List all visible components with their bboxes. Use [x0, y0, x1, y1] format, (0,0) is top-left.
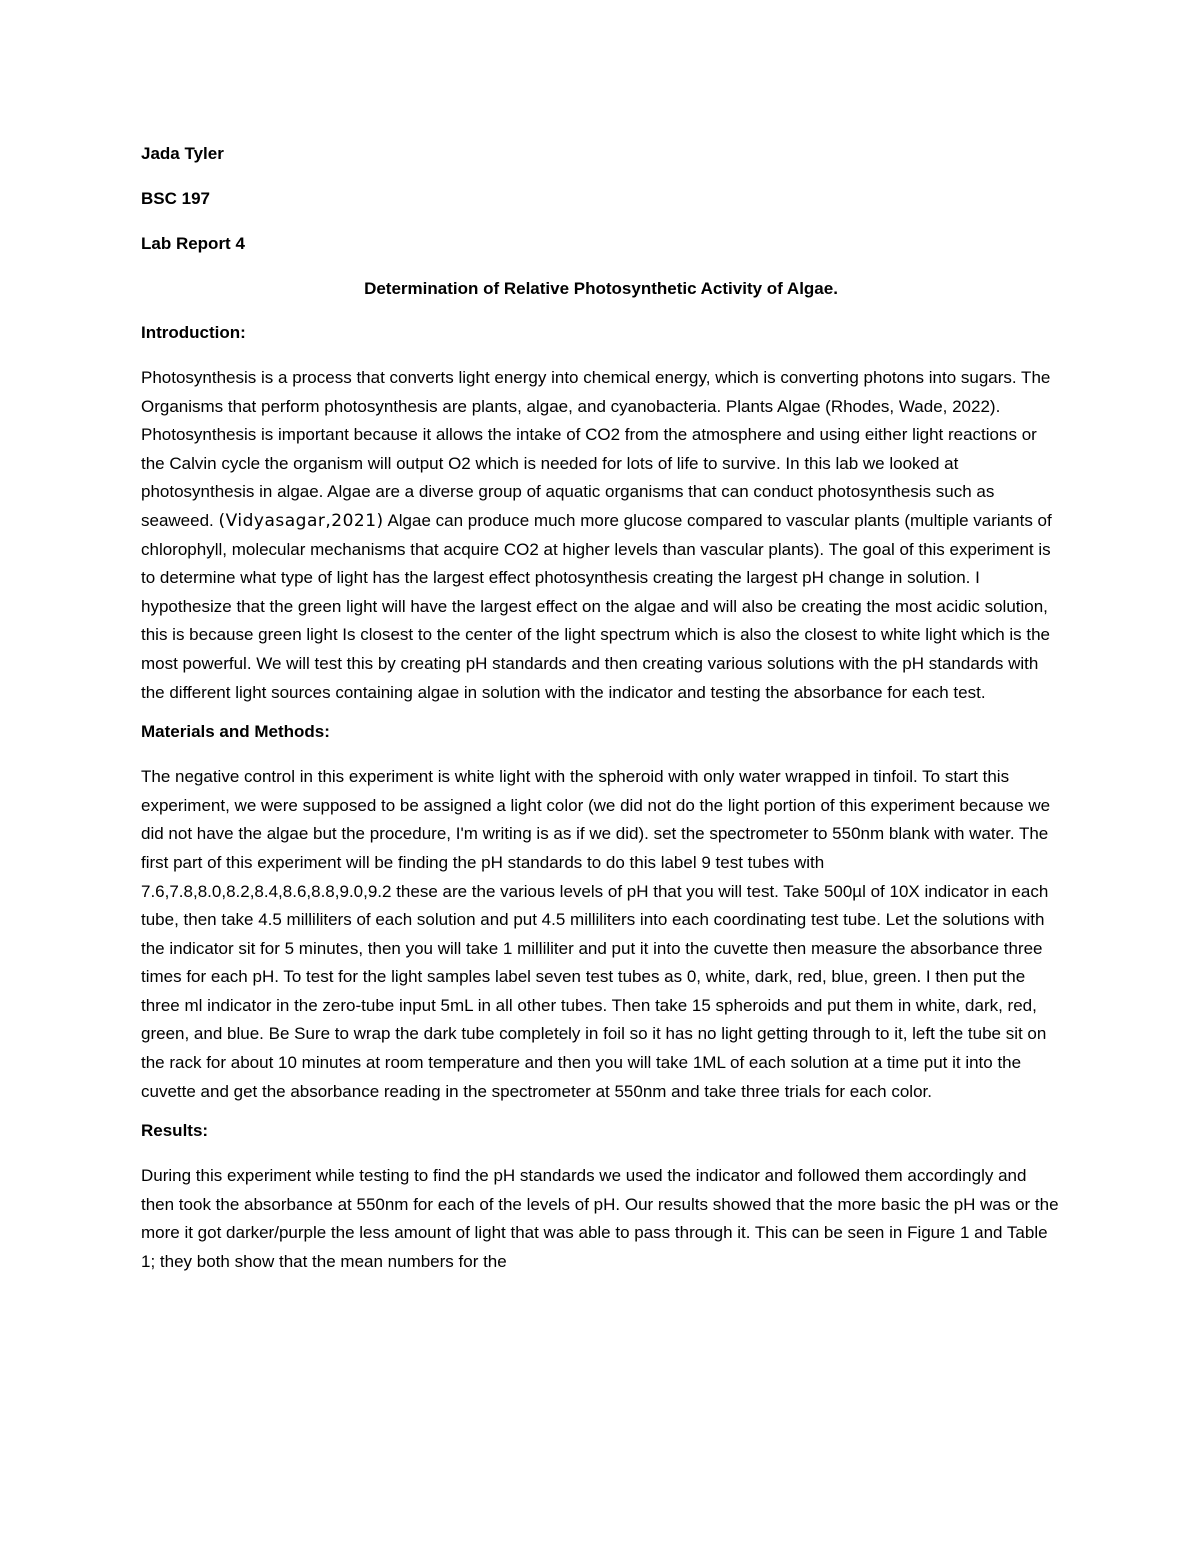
introduction-citation: (Vidyasagar,2021) — [218, 510, 384, 531]
document-title: Determination of Relative Photosynthetic Activity of Algae. — [364, 279, 838, 298]
introduction-paragraph — [141, 364, 1061, 707]
introduction-heading: Introduction: — [141, 323, 246, 342]
materials-methods-paragraph: The negative control in this experiment is white light with the spheroid with only water wrapped in tinfoil. To start this experiment, we were supposed to be assigned a light color (we did not do the light portion of this experiment because we did not have the algae but the procedure, I'm writing is as if we did). set the spectrometer to 550nm blank with water. The first part of this experiment will be finding the pH standards to do this label 9 test tubes with 7.6,7.8,8.0,8.2,8.4,8.6,8.8,9.0,9.2 these are the various levels of pH that you will test. Take 500µl of 10X indicator in each tube, then take 4.5 milliliters of each solution and put 4.5 milliliters into each coordinating test tube. Let the solutions with the indicator sit for 5 minutes, then you will take 1 milliliter and put it into the cuvette then measure the absorbance three times for each pH. To test for the light samples label seven test tubes as 0, white, dark, red, blue, green. I then put the three ml indicator in the zero-tube input 5mL in all other tubes. Then take 15 spheroids and put them in white, dark, red, green, and blue. Be Sure to wrap the dark tube completely in foil so it has no light getting through to it, left the tube sit on the rack for about 10 minutes at room temperature and then you will take 1ML of each solution at a time put it into the cuvette and get the absorbance reading in the spectrometer at 550nm and take three trials for each color. — [141, 767, 1051, 1101]
document-body — [141, 143, 1061, 1291]
results-paragraph: During this experiment while testing to find the pH standards we used the indicator and followed them accordingly and then took the absorbance at 550nm for each of the levels of pH. Our results showed that the more basic the pH was or the more it got darker/purple the less amount of light that was able to pass through it. This can be seen in Figure 1 and Table 1; they both show that the mean numbers for the — [141, 1166, 1059, 1272]
introduction-text-part-1: Photosynthesis is a process that converts light energy into chemical energy, which is converting photons into sugars. The Organisms that perform photosynthesis are plants, algae, and cyanobacteria. Plants Algae (Rhodes, Wade, 2022). Photosynthesis is important because it allows the intake of CO2 from the atmosphere and using either light reactions or the Calvin cycle the organism will output O2 which is needed for lots of life to survive. In this lab we looked at photosynthesis in algae. Algae are a diverse group of aquatic organisms that can conduct photosynthesis such as seaweed. — [141, 368, 1051, 530]
author-name: Jada Tyler — [141, 144, 224, 163]
materials-methods-heading: Materials and Methods: — [141, 722, 330, 742]
course-code: BSC 197 — [141, 189, 210, 208]
report-label: Lab Report 4 — [141, 234, 245, 253]
results-heading: Results: — [141, 1121, 209, 1141]
introduction-text-part-2: Algae can produce much more glucose compared to vascular plants (multiple variants of chlorophyll, molecular mechanisms that acquire CO2 at higher levels than vascular plants). The goal of this experiment is to determine what type of light has the largest effect photosynthesis creating the largest pH change in solution. I hypothesize that the green light will have the largest effect on the algae and will also be creating the most acidic solution, this is because green light Is closest to the center of the light spectrum which is also the closest to white light which is the most powerful. We will test this by creating pH standards and then creating various solutions with the pH standards with the different light sources containing algae in solution with the indicator and testing the absorbance for each test. — [141, 510, 1052, 702]
